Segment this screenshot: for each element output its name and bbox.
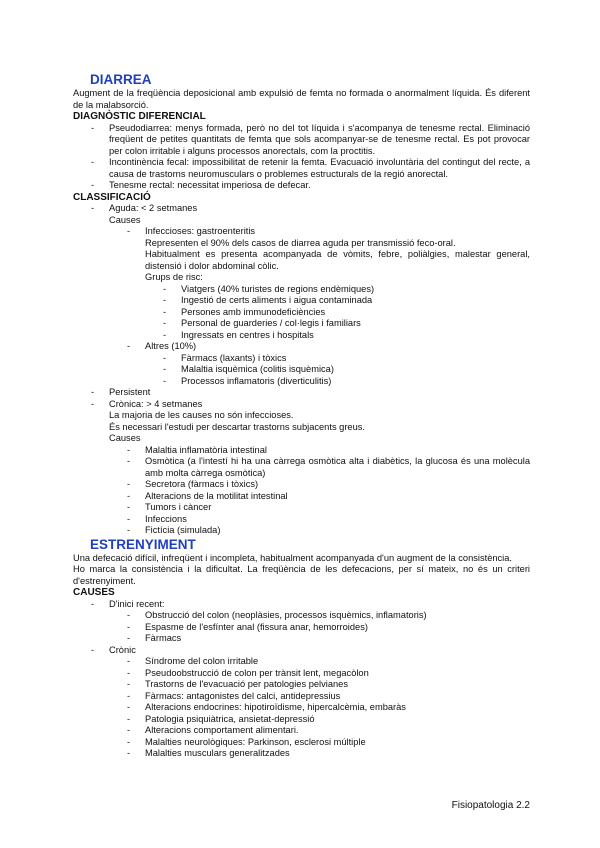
cronic-cause: - Patologia psiquiàtrica, ansietat-depressió bbox=[73, 714, 530, 726]
causes-label: Causes bbox=[109, 214, 141, 225]
cronica-cause: - Tumors i càncer bbox=[73, 502, 530, 514]
cronic-cause: - Trastorns de l'evacuació per patologies pelvianes bbox=[73, 679, 530, 691]
risk-item: - Personal de guarderies / col·legis i familiars bbox=[73, 318, 530, 330]
risk-item: - Ingressats en centres i hospitals bbox=[73, 330, 530, 342]
dx-item: - Tenesme rectal: necessitat imperiosa de defecar. bbox=[73, 180, 530, 192]
infeccioses-text: Representen el 90% dels casos de diarrea aguda per transmissió feco-oral. bbox=[145, 237, 456, 248]
risk-item: - Persones amb immunodeficiències bbox=[73, 307, 530, 319]
cronica-cause: - Malaltia inflamatòria intestinal bbox=[73, 445, 530, 457]
altres-subitem: - Malaltia isquèmica (colitis isquèmica) bbox=[73, 364, 530, 376]
inici-recent-item: - D'inici recent: bbox=[73, 599, 530, 611]
causes-heading: CAUSES bbox=[73, 587, 115, 598]
estrenyiment-title: ESTRENYIMENT bbox=[90, 536, 196, 552]
cronic-cause: - Malalties neurològiques: Parkinson, esclerosi múltiple bbox=[73, 737, 530, 749]
cronica-text: És necessari l'estudi per descartar trastorns subjacents greus. bbox=[109, 421, 366, 432]
recent-cause: - Espasme de l'esfínter anal (fissura anar, hemorroides) bbox=[73, 622, 530, 634]
dx-item: - Pseudodiarrea: menys formada, però no del tot líquida i s'acompanya de tenesme rectal. Eliminació freqüent de petites quantitats de femta que sols acompanyar-se de tenesme rectal. Es pot provocar per colon irritable i alguns processos anorectals, com la proctitis. bbox=[73, 123, 530, 158]
document-page bbox=[73, 72, 530, 760]
causes-label: Causes bbox=[109, 433, 141, 443]
risk-item: - Viatgers (40% turistes de regions endèmiques) bbox=[73, 284, 530, 296]
altres-subitem: - Fàrmacs (laxants) i tòxics bbox=[73, 353, 530, 365]
dx-heading: DIAGNÒSTIC DIFERENCIAL bbox=[73, 111, 206, 122]
cronic-cause: - Síndrome del colon irritable bbox=[73, 656, 530, 668]
infeccioses-text: Habitualment es presenta acompanyada de vòmits, febre, poliàlgies, malestar general, distensió i dolor abdominal còlic. bbox=[145, 249, 530, 271]
diarrea-intro: Augment de la freqüència deposicional amb expulsió de femta no formada o anormalment líquida. És diferent de la malabsorció. bbox=[73, 88, 530, 110]
risk-item: - Ingestió de certs aliments i aigua contaminada bbox=[73, 295, 530, 307]
cronica-text: La majoria de les causes no són infeccioses. bbox=[109, 410, 294, 420]
cronica-item: - Crònica: > 4 setmanes bbox=[73, 399, 530, 411]
cronic-item: - Crònic bbox=[73, 645, 530, 657]
cronica-cause: - Infeccions bbox=[73, 514, 530, 526]
estrenyiment-paragraph: Ho marca la consistència i la dificultat. La freqüència de les defecacions, per sí mateix, no és un criteri d'estrenyiment. bbox=[73, 564, 530, 586]
recent-cause: - Obstrucció del colon (neoplàsies, processos isquèmics, inflamatoris) bbox=[73, 610, 530, 622]
diarrea-title: DIARREA bbox=[90, 72, 152, 87]
estrenyiment-paragraph: Una defecació difícil, infreqüent i incompleta, habitualment acompanyada d'un augment de la consistència. bbox=[73, 552, 512, 563]
dx-item: - Incontinència fecal: impossibilitat de retenir la femta. Evacuació involuntària del contingut del recte, a causa de trastorns neuromusculars o problemes estructurals de la regió anorectal. bbox=[73, 157, 530, 180]
grups-risc-label: Grups de risc: bbox=[145, 272, 203, 282]
cronica-cause: - Fictícia (simulada) bbox=[73, 525, 530, 537]
cronic-cause: - Alteracions endocrines: hipotiroïdisme, hipercalcèmia, embaràs bbox=[73, 702, 530, 714]
cronica-cause: - Osmòtica (a l'intestí hi ha una càrrega osmòtica alta i diabètics, la glucosa és una molècula amb molta càrrega osmòtica) bbox=[73, 456, 530, 479]
altres-item: - Altres (10%) bbox=[73, 341, 530, 353]
page-footer: Fisiopatologia 2.2 bbox=[451, 800, 530, 811]
cronic-cause: - Alteracions comportament alimentari. bbox=[73, 725, 530, 737]
cronica-cause: - Alteracions de la motilitat intestinal bbox=[73, 491, 530, 503]
recent-cause: - Fàrmacs bbox=[73, 633, 530, 645]
cronic-cause: - Malalties musculars generalitzades bbox=[73, 748, 530, 760]
altres-subitem: - Processos inflamatoris (diverticulitis) bbox=[73, 376, 530, 388]
cronic-cause: - Fàrmacs: antagonistes del calci, antidepressius bbox=[73, 691, 530, 703]
aguda-item: - Aguda: < 2 setmanes bbox=[73, 203, 530, 215]
cronic-cause: - Pseudoobstrucció de colon per trànsit lent, megacòlon bbox=[73, 668, 530, 680]
cronica-cause: - Secretora (fàrmacs i tòxics) bbox=[73, 479, 530, 491]
persistent-item: - Persistent bbox=[73, 387, 530, 399]
infeccioses-item: - Infeccioses: gastroenteritis bbox=[73, 226, 530, 238]
classificacio-heading: CLASSIFICACIÓ bbox=[73, 191, 151, 203]
